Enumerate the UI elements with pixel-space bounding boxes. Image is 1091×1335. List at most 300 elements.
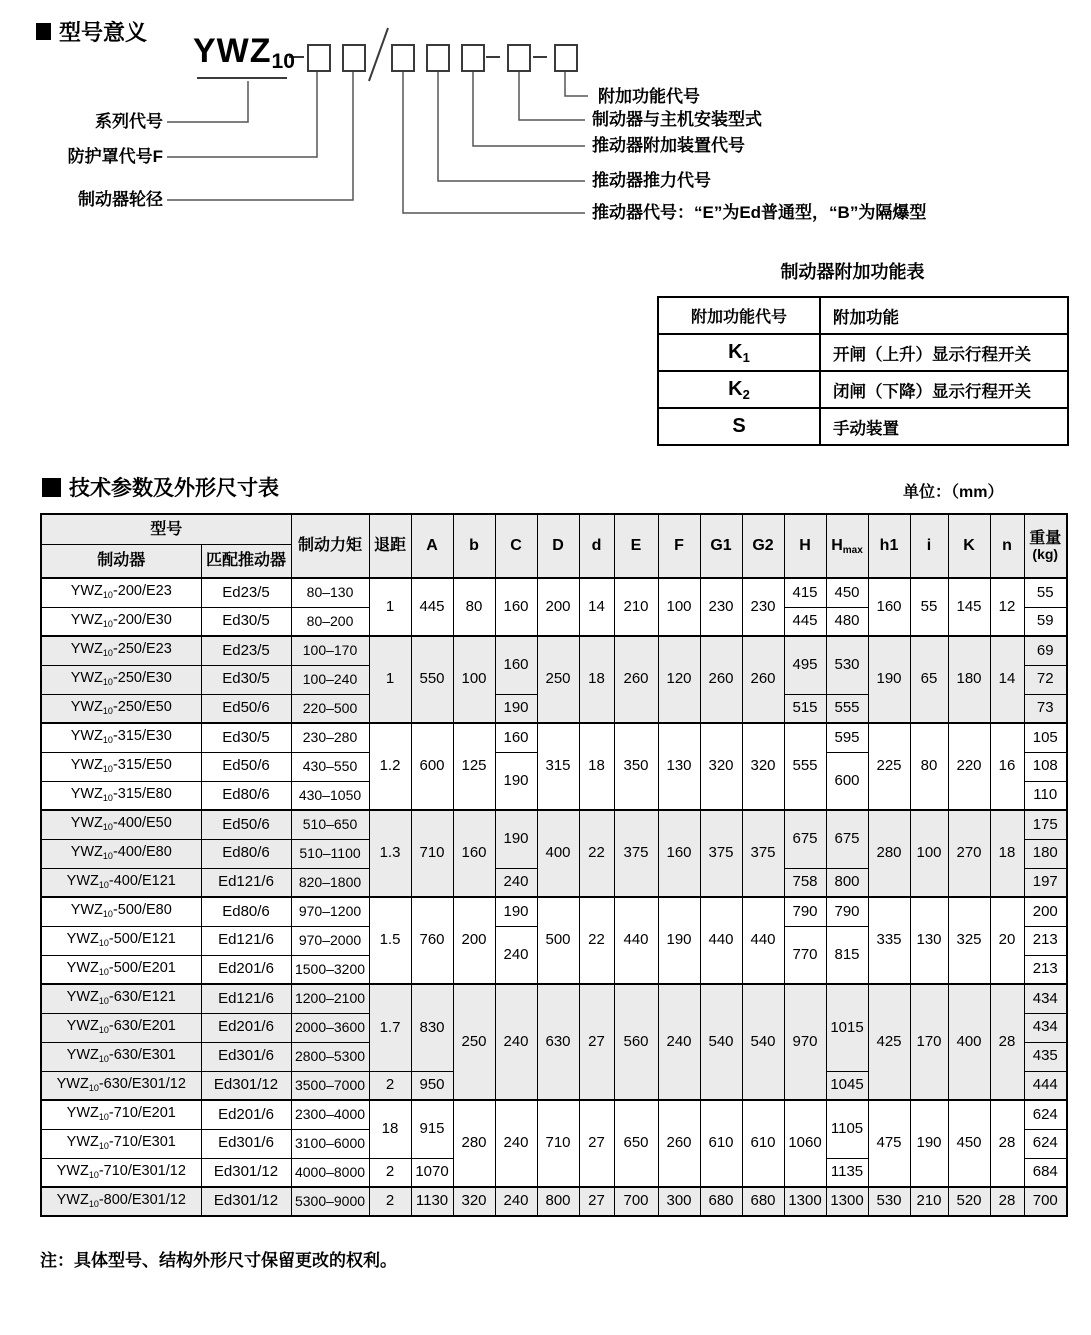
- spec-model-cell: $YWZ_{10}-250/E30$: [41, 665, 201, 694]
- spec-cell: 684: [1024, 1158, 1067, 1187]
- spec-cell: Ed301/6: [201, 1129, 291, 1158]
- spec-cell: 1015: [826, 984, 868, 1071]
- leader-mounting-type: [519, 72, 585, 120]
- spec-cell: 1500–3200: [291, 955, 369, 984]
- spec-model-cell: $YWZ_{10}-400/E50$: [41, 810, 201, 839]
- spec-cell: 55: [910, 578, 948, 636]
- spec-model-cell: $YWZ_{10}-800/E301/12$: [41, 1187, 201, 1216]
- function-desc-cell: 手动装置: [820, 408, 1068, 445]
- spec-cell: 12: [990, 578, 1024, 636]
- spec-cell: 210: [910, 1187, 948, 1216]
- spec-cell: 1130: [411, 1187, 453, 1216]
- spec-cell: 790: [826, 897, 868, 926]
- spec-cell: 500: [537, 897, 579, 984]
- spec-cell: 69: [1024, 636, 1067, 665]
- spec-cell: 230–280: [291, 723, 369, 752]
- spec-cell: 28: [990, 984, 1024, 1100]
- spec-cell: 14: [579, 578, 614, 636]
- spec-cell: 160: [495, 578, 537, 636]
- spec-cell: 170: [910, 984, 948, 1100]
- function-code-header: 附加功能代号: [658, 297, 820, 334]
- spec-cell: 510–1100: [291, 839, 369, 868]
- table-row: [658, 371, 1068, 408]
- spec-cell: 125: [453, 723, 495, 810]
- spec-header-cell: G2: [742, 514, 784, 578]
- spec-header-cell: i: [910, 514, 948, 578]
- spec-cell: 450: [948, 1100, 990, 1187]
- unit-label: 单位：（mm）: [903, 484, 1004, 501]
- spec-table-head: [41, 514, 1067, 578]
- table-row: [41, 897, 1067, 926]
- spec-cell: 240: [495, 926, 537, 984]
- spec-cell: 1.3: [369, 810, 411, 897]
- spec-cell: 1: [369, 578, 411, 636]
- spec-cell: 100: [453, 636, 495, 723]
- spec-cell: 28: [990, 1187, 1024, 1216]
- code-box-thruster-force: [427, 45, 449, 71]
- spec-cell: 100: [658, 578, 700, 636]
- spec-cell: Ed201/6: [201, 1100, 291, 1129]
- spec-cell: 1060: [784, 1100, 826, 1187]
- spec-cell: 700: [1024, 1187, 1067, 1216]
- spec-header-cell: 制动器: [41, 545, 201, 579]
- spec-cell: Ed30/5: [201, 665, 291, 694]
- spec-model-cell: $YWZ_{10}-200/E30$: [41, 607, 201, 636]
- spec-cell: 425: [868, 984, 910, 1100]
- spec-cell: 375: [700, 810, 742, 897]
- spec-cell: 2: [369, 1158, 411, 1187]
- spec-cell: Ed80/6: [201, 897, 291, 926]
- spec-cell: 2300–4000: [291, 1100, 369, 1129]
- model-formula-text: $YWZ_{10}$: [193, 32, 295, 73]
- spec-cell: 1200–2100: [291, 984, 369, 1013]
- diagram-label-thruster-force: 推动器推力代号: [592, 171, 711, 190]
- spec-cell: 2000–3600: [291, 1013, 369, 1042]
- spec-cell: 175: [1024, 810, 1067, 839]
- spec-cell: 650: [614, 1100, 658, 1187]
- spec-cell: 475: [868, 1100, 910, 1187]
- spec-cell: 210: [614, 578, 658, 636]
- spec-header-cell: $H_{max}$: [826, 514, 868, 578]
- spec-cell: 180: [1024, 839, 1067, 868]
- spec-cell: 130: [910, 897, 948, 984]
- spec-cell: 510–650: [291, 810, 369, 839]
- table-row: [41, 578, 1067, 607]
- spec-cell: 445: [411, 578, 453, 636]
- spec-cell: 335: [868, 897, 910, 984]
- slash-separator: [369, 28, 388, 81]
- spec-cell: 530: [826, 636, 868, 694]
- spec-cell: 213: [1024, 926, 1067, 955]
- spec-cell: 22: [579, 897, 614, 984]
- leader-wheel-diameter: [167, 72, 353, 200]
- spec-model-cell: $YWZ_{10}-400/E121$: [41, 868, 201, 897]
- spec-cell: 1300: [784, 1187, 826, 1216]
- spec-cell: 1135: [826, 1158, 868, 1187]
- spec-cell: Ed80/6: [201, 781, 291, 810]
- table-row: [658, 408, 1068, 445]
- leader-series-code: [167, 81, 248, 122]
- spec-model-cell: $YWZ_{10}-630/E301$: [41, 1042, 201, 1071]
- spec-cell: 1.7: [369, 984, 411, 1071]
- spec-cell: 100–240: [291, 665, 369, 694]
- spec-header-cell: 重量 (kg): [1024, 514, 1067, 578]
- table-row: [41, 984, 1067, 1013]
- spec-cell: 180: [948, 636, 990, 723]
- spec-cell: 770: [784, 926, 826, 984]
- leader-lines: [167, 72, 588, 213]
- spec-cell: 600: [411, 723, 453, 810]
- spec-cell: 1105: [826, 1100, 868, 1158]
- spec-cell: 1300: [826, 1187, 868, 1216]
- diagram-label-thruster-attachment: 推动器附加装置代号: [592, 136, 745, 155]
- spec-cell: 250: [537, 636, 579, 723]
- spec-cell: 190: [495, 810, 537, 868]
- spec-cell: 190: [868, 636, 910, 723]
- spec-cell: 350: [614, 723, 658, 810]
- spec-cell: 480: [826, 607, 868, 636]
- spec-cell: 375: [614, 810, 658, 897]
- section-title: 型号意义: [59, 20, 148, 45]
- spec-cell: Ed30/5: [201, 607, 291, 636]
- spec-cell: 27: [579, 1100, 614, 1187]
- function-desc-cell: 开闸（上升）显示行程开关: [820, 334, 1068, 371]
- spec-cell: 55: [1024, 578, 1067, 607]
- spec-cell: 200: [1024, 897, 1067, 926]
- spec-cell: 430–1050: [291, 781, 369, 810]
- spec-cell: 213: [1024, 955, 1067, 984]
- spec-cell: 970–2000: [291, 926, 369, 955]
- spec-cell: Ed23/5: [201, 578, 291, 607]
- spec-model-cell: $YWZ_{10}-630/E301/12$: [41, 1071, 201, 1100]
- spec-header-cell: n: [990, 514, 1024, 578]
- spec-cell: 970–1200: [291, 897, 369, 926]
- spec-cell: 1.2: [369, 723, 411, 810]
- spec-cell: 4000–8000: [291, 1158, 369, 1187]
- spec-cell: 700: [614, 1187, 658, 1216]
- spec-cell: 120: [658, 636, 700, 723]
- spec-cell: 240: [495, 1100, 537, 1187]
- spec-cell: 105: [1024, 723, 1067, 752]
- diagram-label-thruster-code: 推动器代号：“E”为Ed普通型，“B”为隔爆型: [592, 203, 927, 222]
- table-row: [41, 636, 1067, 665]
- spec-cell: 820–1800: [291, 868, 369, 897]
- spec-cell: 710: [411, 810, 453, 897]
- spec-cell: 108: [1024, 752, 1067, 781]
- spec-cell: 600: [826, 752, 868, 810]
- spec-cell: Ed301/12: [201, 1187, 291, 1216]
- spec-cell: 2: [369, 1071, 411, 1100]
- spec-cell: 400: [537, 810, 579, 897]
- spec-cell: 520: [948, 1187, 990, 1216]
- spec-header-cell: 退距: [369, 514, 411, 578]
- section-model-meaning-heading: [36, 16, 147, 47]
- spec-cell: 18: [369, 1100, 411, 1158]
- spec-model-cell: $YWZ_{10}-500/E201$: [41, 955, 201, 984]
- spec-header-cell: C: [495, 514, 537, 578]
- spec-cell: 550: [411, 636, 453, 723]
- leader-thruster-code: [403, 72, 585, 213]
- spec-cell: 450: [826, 578, 868, 607]
- spec-cell: Ed301/6: [201, 1042, 291, 1071]
- spec-header-cell: D: [537, 514, 579, 578]
- spec-cell: 260: [742, 636, 784, 723]
- spec-cell: Ed201/6: [201, 955, 291, 984]
- spec-model-cell: $YWZ_{10}-200/E23$: [41, 578, 201, 607]
- spec-cell: 320: [700, 723, 742, 810]
- diagram-label-extra-function: 附加功能代号: [598, 87, 700, 106]
- leader-shield-code: [167, 72, 317, 157]
- spec-cell: 72: [1024, 665, 1067, 694]
- section-title: 技术参数及外形尺寸表: [69, 477, 279, 500]
- spec-model-cell: $YWZ_{10}-400/E80$: [41, 839, 201, 868]
- spec-header-cell: K: [948, 514, 990, 578]
- spec-cell: Ed121/6: [201, 868, 291, 897]
- diagram-label-shield-code: 防护罩代号F: [67, 147, 163, 166]
- spec-header-cell: F: [658, 514, 700, 578]
- spec-cell: Ed121/6: [201, 926, 291, 955]
- spec-cell: 20: [990, 897, 1024, 984]
- spec-cell: Ed50/6: [201, 810, 291, 839]
- code-box-wheel-dia: [343, 45, 365, 71]
- spec-cell: 5300–9000: [291, 1187, 369, 1216]
- spec-cell: 434: [1024, 1013, 1067, 1042]
- spec-cell: 18: [990, 810, 1024, 897]
- spec-cell: Ed301/12: [201, 1071, 291, 1100]
- spec-cell: 758: [784, 868, 826, 897]
- spec-cell: 110: [1024, 781, 1067, 810]
- spec-cell: 65: [910, 636, 948, 723]
- spec-cell: 280: [868, 810, 910, 897]
- spec-cell: 240: [495, 984, 537, 1100]
- spec-cell: Ed301/12: [201, 1158, 291, 1187]
- spec-cell: 240: [495, 1187, 537, 1216]
- spec-cell: 190: [495, 897, 537, 926]
- spec-cell: 680: [700, 1187, 742, 1216]
- spec-cell: 240: [495, 868, 537, 897]
- code-box-extra-function: [555, 45, 577, 71]
- spec-cell: 950: [411, 1071, 453, 1100]
- spec-cell: 16: [990, 723, 1024, 810]
- spec-cell: 280: [453, 1100, 495, 1187]
- spec-cell: 680: [742, 1187, 784, 1216]
- spec-cell: 190: [495, 694, 537, 723]
- spec-header-cell: H: [784, 514, 826, 578]
- spec-table-body: [41, 578, 1067, 1216]
- spec-cell: 624: [1024, 1129, 1067, 1158]
- function-table-header-row: [658, 297, 1068, 334]
- spec-cell: 415: [784, 578, 826, 607]
- spec-cell: 100–170: [291, 636, 369, 665]
- spec-cell: Ed201/6: [201, 1013, 291, 1042]
- spec-header-cell: 制动力矩: [291, 514, 369, 578]
- spec-cell: 555: [826, 694, 868, 723]
- spec-cell: 220–500: [291, 694, 369, 723]
- spec-cell: 675: [826, 810, 868, 868]
- spec-model-cell: $YWZ_{10}-710/E301/12$: [41, 1158, 201, 1187]
- code-box-thruster-code: [392, 45, 414, 71]
- spec-cell: 1.5: [369, 897, 411, 984]
- spec-model-cell: $YWZ_{10}-500/E121$: [41, 926, 201, 955]
- spec-cell: 160: [868, 578, 910, 636]
- spec-cell: 610: [700, 1100, 742, 1187]
- spec-cell: 325: [948, 897, 990, 984]
- function-name-header: 附加功能: [820, 297, 1068, 334]
- spec-cell: 18: [579, 636, 614, 723]
- spec-cell: 200: [537, 578, 579, 636]
- spec-cell: 200: [453, 897, 495, 984]
- spec-cell: 220: [948, 723, 990, 810]
- spec-cell: 530: [868, 1187, 910, 1216]
- function-code-cell: $K_1$: [658, 334, 820, 371]
- spec-cell: 1070: [411, 1158, 453, 1187]
- spec-cell: 830: [411, 984, 453, 1071]
- spec-cell: 560: [614, 984, 658, 1100]
- spec-cell: 18: [579, 723, 614, 810]
- spec-header-cell: E: [614, 514, 658, 578]
- table-row: [41, 810, 1067, 839]
- spec-cell: 100: [910, 810, 948, 897]
- spec-cell: 2: [369, 1187, 411, 1216]
- footer-note: 注：具体型号、结构外形尺寸保留更改的权利。: [40, 1251, 397, 1270]
- spec-cell: 915: [411, 1100, 453, 1158]
- spec-cell: 80: [453, 578, 495, 636]
- spec-model-cell: $YWZ_{10}-710/E301$: [41, 1129, 201, 1158]
- spec-cell: Ed23/5: [201, 636, 291, 665]
- spec-cell: 970: [784, 984, 826, 1100]
- table-row: [41, 723, 1067, 752]
- spec-cell: 320: [453, 1187, 495, 1216]
- spec-cell: 675: [784, 810, 826, 868]
- spec-cell: 440: [700, 897, 742, 984]
- spec-model-cell: $YWZ_{10}-315/E50$: [41, 752, 201, 781]
- spec-cell: 710: [537, 1100, 579, 1187]
- spec-cell: 400: [948, 984, 990, 1100]
- diagram-label-wheel-diameter: 制动器轮径: [78, 190, 163, 209]
- spec-cell: 230: [700, 578, 742, 636]
- spec-cell: 260: [658, 1100, 700, 1187]
- spec-cell: 375: [742, 810, 784, 897]
- spec-cell: 73: [1024, 694, 1067, 723]
- spec-header-cell: b: [453, 514, 495, 578]
- spec-cell: 595: [826, 723, 868, 752]
- spec-cell: 3500–7000: [291, 1071, 369, 1100]
- spec-cell: 145: [948, 578, 990, 636]
- spec-cell: 540: [700, 984, 742, 1100]
- spec-header-cell: A: [411, 514, 453, 578]
- spec-cell: 27: [579, 1187, 614, 1216]
- model-designation-diagram: [0, 0, 1091, 240]
- spec-cell: 610: [742, 1100, 784, 1187]
- section-marker-square: [36, 23, 51, 40]
- diagram-label-mounting-type: 制动器与主机安装型式: [592, 110, 762, 129]
- spec-cell: 630: [537, 984, 579, 1100]
- spec-cell: 27: [579, 984, 614, 1100]
- spec-cell: 160: [495, 723, 537, 752]
- spec-cell: 130: [658, 723, 700, 810]
- spec-cell: 270: [948, 810, 990, 897]
- spec-cell: 80–130: [291, 578, 369, 607]
- spec-cell: 790: [784, 897, 826, 926]
- spec-header-cell: d: [579, 514, 614, 578]
- spec-cell: 440: [614, 897, 658, 984]
- function-code-cell: $K_2$: [658, 371, 820, 408]
- table-row: [658, 334, 1068, 371]
- spec-cell: Ed121/6: [201, 984, 291, 1013]
- spec-cell: 260: [614, 636, 658, 723]
- spec-cell: 435: [1024, 1042, 1067, 1071]
- spec-header-row: [41, 514, 1067, 545]
- spec-model-cell: $YWZ_{10}-250/E50$: [41, 694, 201, 723]
- spec-cell: Ed30/5: [201, 723, 291, 752]
- spec-model-cell: $YWZ_{10}-500/E80$: [41, 897, 201, 926]
- spec-cell: 800: [826, 868, 868, 897]
- section-spec-table-heading: [42, 472, 279, 502]
- section-marker-square: [42, 478, 61, 497]
- spec-cell: 760: [411, 897, 453, 984]
- spec-cell: 190: [495, 752, 537, 810]
- spec-cell: 430–550: [291, 752, 369, 781]
- spec-cell: 22: [579, 810, 614, 897]
- spec-cell: 190: [910, 1100, 948, 1187]
- spec-cell: 160: [495, 636, 537, 694]
- leader-thruster-force: [438, 72, 585, 181]
- spec-cell: 815: [826, 926, 868, 984]
- spec-model-cell: $YWZ_{10}-315/E80$: [41, 781, 201, 810]
- spec-cell: 555: [784, 723, 826, 810]
- spec-cell: 260: [700, 636, 742, 723]
- spec-cell: Ed50/6: [201, 694, 291, 723]
- spec-table: [40, 513, 1068, 1217]
- spec-cell: 515: [784, 694, 826, 723]
- spec-cell: 230: [742, 578, 784, 636]
- spec-cell: 495: [784, 636, 826, 694]
- spec-cell: 540: [742, 984, 784, 1100]
- spec-cell: 240: [658, 984, 700, 1100]
- spec-cell: 434: [1024, 984, 1067, 1013]
- code-box-shield: [308, 45, 330, 71]
- code-box-thruster-attachment: [462, 45, 484, 71]
- spec-cell: 160: [453, 810, 495, 897]
- spec-cell: 80–200: [291, 607, 369, 636]
- spec-model-cell: $YWZ_{10}-630/E121$: [41, 984, 201, 1013]
- spec-cell: 315: [537, 723, 579, 810]
- spec-cell: 2800–5300: [291, 1042, 369, 1071]
- spec-cell: Ed80/6: [201, 839, 291, 868]
- spec-cell: Ed50/6: [201, 752, 291, 781]
- code-box-mounting-type: [508, 45, 530, 71]
- spec-model-cell: $YWZ_{10}-250/E23$: [41, 636, 201, 665]
- function-table-title: 制动器附加功能表: [780, 262, 925, 282]
- spec-cell: 3100–6000: [291, 1129, 369, 1158]
- spec-model-cell: $YWZ_{10}-710/E201$: [41, 1100, 201, 1129]
- spec-cell: 445: [784, 607, 826, 636]
- diagram-label-series-code: 系列代号: [95, 112, 163, 131]
- spec-cell: 300: [658, 1187, 700, 1216]
- function-code-cell: S: [658, 408, 820, 445]
- table-row: [41, 1187, 1067, 1216]
- leader-thruster-attachment: [473, 72, 585, 146]
- spec-cell: 160: [658, 810, 700, 897]
- table-row: [41, 1100, 1067, 1129]
- spec-cell: 320: [742, 723, 784, 810]
- spec-cell: 1: [369, 636, 411, 723]
- spec-header-cell: 型号: [41, 514, 291, 545]
- spec-cell: 80: [910, 723, 948, 810]
- spec-cell: 28: [990, 1100, 1024, 1187]
- spec-model-cell: $YWZ_{10}-315/E30$: [41, 723, 201, 752]
- spec-cell: 197: [1024, 868, 1067, 897]
